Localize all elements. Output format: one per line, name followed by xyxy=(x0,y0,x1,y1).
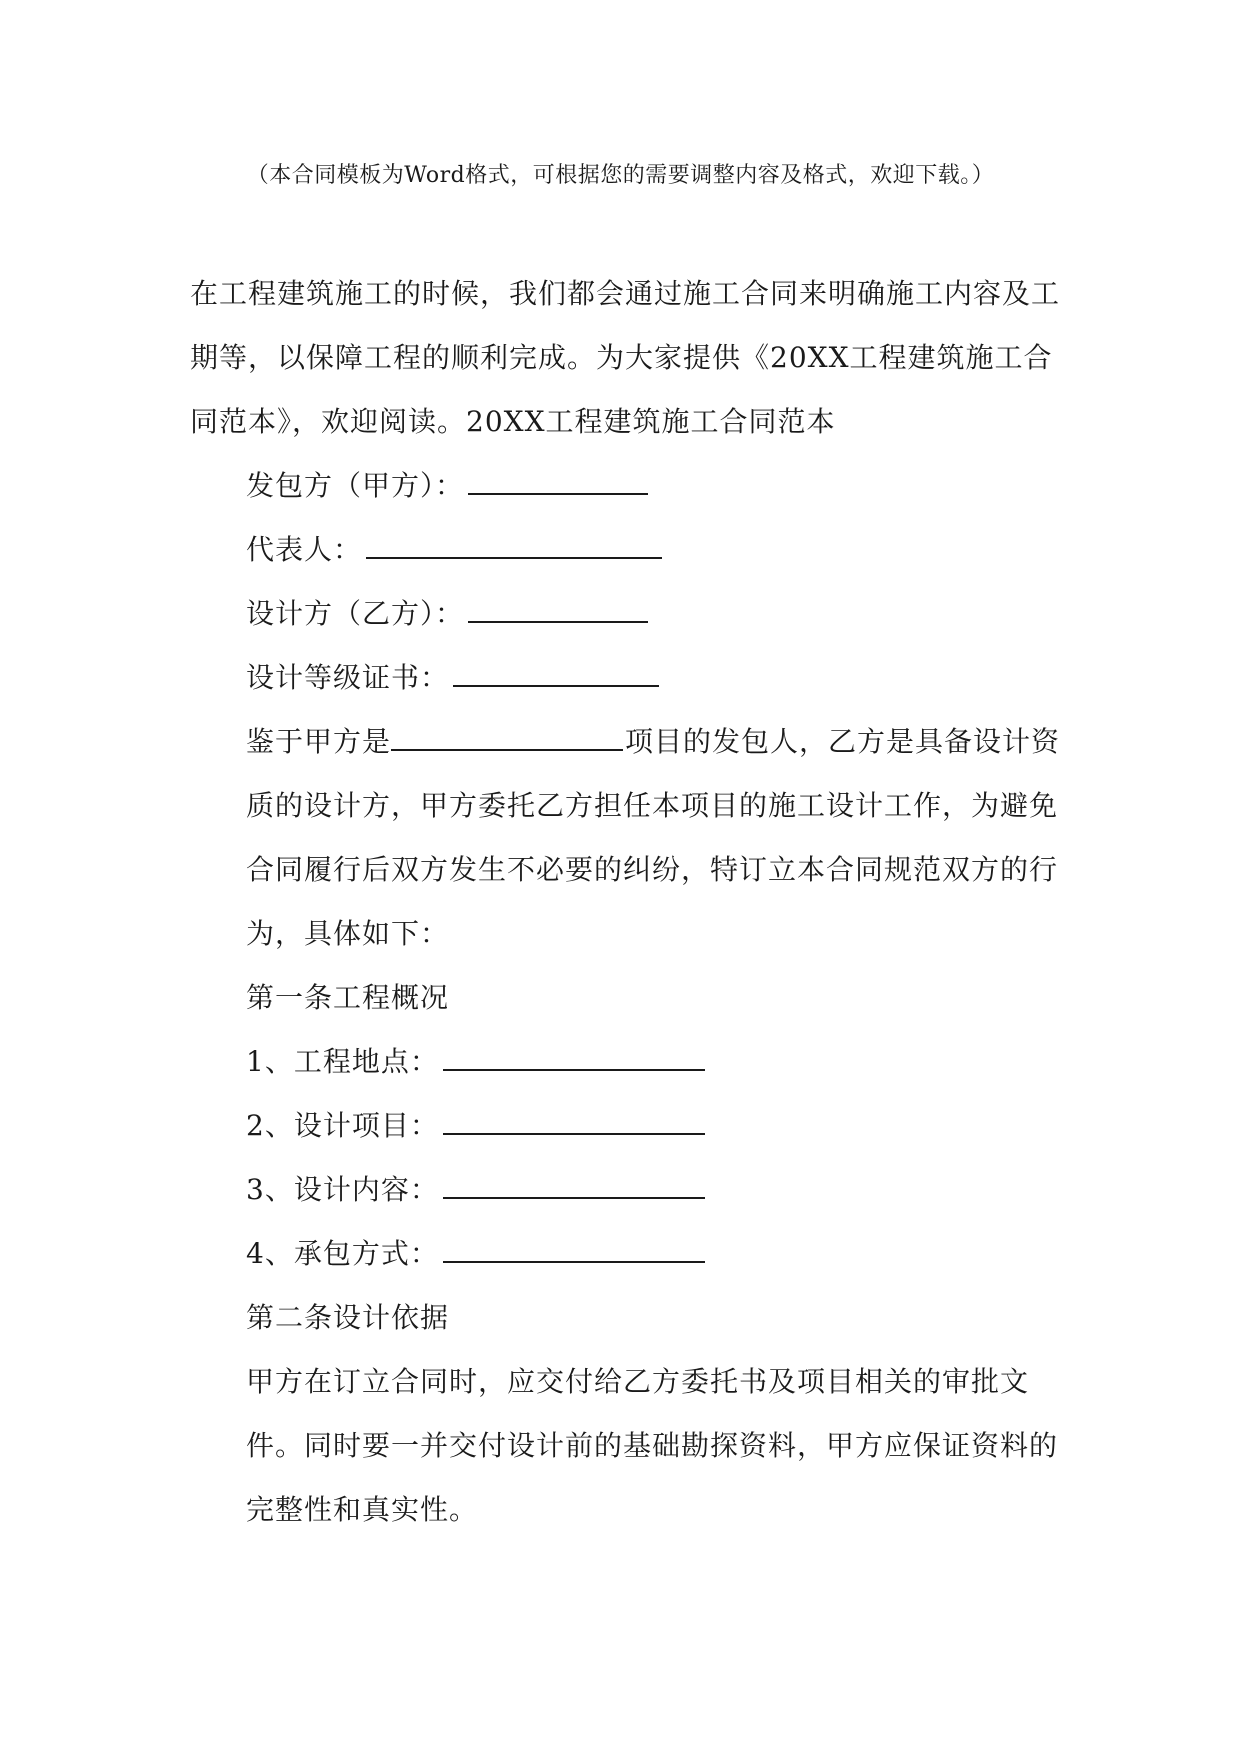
design-project-blank[interactable] xyxy=(443,1107,705,1135)
project-location-blank[interactable] xyxy=(443,1043,705,1071)
article-1-item xyxy=(190,1158,1066,1222)
party-b-blank[interactable] xyxy=(468,595,648,623)
design-content-blank[interactable] xyxy=(443,1171,705,1199)
template-note: （本合同模板为Word格式，可根据您的需要调整内容及格式，欢迎下载。） xyxy=(246,163,995,188)
item-label: 3、设计内容： xyxy=(246,1173,439,1206)
party-b-label: 设计方（乙方）： xyxy=(246,597,465,630)
party-a-blank[interactable] xyxy=(468,467,648,495)
article-1-item xyxy=(190,1030,1066,1094)
recital-paragraph xyxy=(190,710,1066,966)
party-a-label: 发包方（甲方）： xyxy=(246,469,465,502)
certificate-field xyxy=(190,646,1066,710)
contract-mode-blank[interactable] xyxy=(443,1235,705,1263)
article-2-title: 第二条设计依据 xyxy=(246,1301,450,1334)
recital-before: 鉴于甲方是 xyxy=(246,725,392,758)
representative-label: 代表人： xyxy=(246,533,363,566)
party-a-field xyxy=(190,454,1066,518)
article-2-text: 甲方在订立合同时，应交付给乙方委托书及项目相关的审批文件。同时要一并交付设计前的基础勘探资料，甲方应保证资料的完整性和真实性。 xyxy=(246,1365,1059,1526)
item-label: 4、承包方式： xyxy=(246,1237,439,1270)
intro-paragraph: 在工程建筑施工的时候，我们都会通过施工合同来明确施工内容及工期等，以保障工程的顺利完成。为大家提供《20XX工程建筑施工合同范本》，欢迎阅读。20XX工程建筑施工合同范本 xyxy=(190,277,1061,438)
item-label: 2、设计项目： xyxy=(246,1109,439,1142)
article-1-item xyxy=(190,1222,1066,1286)
article-1-title: 第一条工程概况 xyxy=(246,981,450,1014)
contract-body xyxy=(190,262,1066,1542)
recital-after: 项目的发包人，乙方是具备设计资质的设计方，甲方委托乙方担任本项目的施工设计工作，为避免合同履行后双方发生不必要的纠纷，特订立本合同规范双方的行为，具体如下： xyxy=(246,725,1061,950)
certificate-label: 设计等级证书： xyxy=(246,661,450,694)
representative-blank[interactable] xyxy=(366,531,662,559)
representative-field xyxy=(190,518,1066,582)
item-label: 1、工程地点： xyxy=(246,1045,439,1078)
project-name-blank[interactable] xyxy=(391,727,623,751)
article-1-item xyxy=(190,1094,1066,1158)
party-b-field xyxy=(190,582,1066,646)
certificate-blank[interactable] xyxy=(453,659,659,687)
